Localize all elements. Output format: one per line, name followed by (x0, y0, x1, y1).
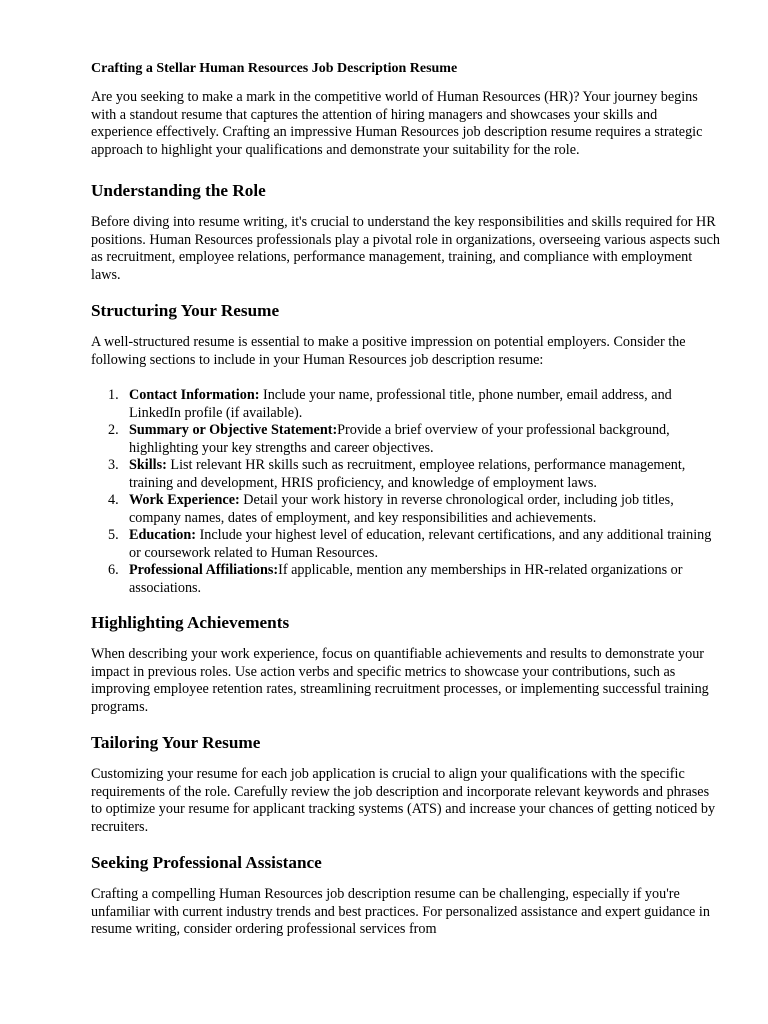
list-item (91, 492, 721, 527)
list-item-term: Education: (129, 527, 197, 543)
list-item-text: List relevant HR skills such as recruitment, employee relations, performance management, training and development, HRIS proficiency, and knowledge of employment laws. (129, 457, 686, 491)
list-item-number: 1. (108, 387, 119, 403)
list-item-text: If applicable, mention any memberships in HR-related organizations or associations. (129, 562, 683, 596)
resume-sections-list (91, 387, 721, 597)
list-item-number: 3. (108, 457, 119, 473)
section-body-tailoring-resume: Customizing your resume for each job application is crucial to align your qualifications with the specific requirements of the role. Carefully review the job description and incorporate relevant keywords and phrases to optimize your resume for applicant tracking systems (ATS) and increase your chances of getting noticed by recruiters. (91, 766, 716, 835)
list-item-text: Provide a brief overview of your professional background, highlighting your key strengths and career objectives. (129, 422, 670, 456)
list-item-term: Work Experience: (129, 492, 240, 508)
section-body-structuring-resume: A well-structured resume is essential to make a positive impression on potential employers. Consider the following sections to include in your Human Resources job description resume: (91, 334, 686, 368)
list-item-number: 6. (108, 562, 119, 578)
list-item-text: Include your name, professional title, phone number, email address, and LinkedIn profile (if available). (129, 387, 672, 421)
list-item (91, 527, 721, 562)
section-heading-understanding-role: Understanding the Role (91, 181, 266, 200)
section-heading-seeking-assistance: Seeking Professional Assistance (91, 853, 322, 872)
list-item-term: Skills: (129, 457, 167, 473)
intro-paragraph: Are you seeking to make a mark in the competitive world of Human Resources (HR)? Your journey begins with a standout resume that captures the attention of hiring managers and showcases your skills and experience effectively. Crafting an impressive Human Resources job description resume requires a strategic approach to highlight your qualifications and demonstrate your suitability for the role. (91, 89, 703, 158)
list-item (91, 422, 721, 457)
list-item-text: Detail your work history in reverse chronological order, including job titles, company names, dates of employment, and key responsibilities and achievements. (129, 492, 674, 526)
list-item-term: Professional Affiliations: (129, 562, 279, 578)
list-item (91, 457, 721, 492)
list-item-number: 2. (108, 422, 119, 438)
section-body-seeking-assistance: Crafting a compelling Human Resources job description resume can be challenging, especially if you're unfamiliar with current industry trends and best practices. For personalized assistance and expert guidance in resume writing, consider ordering professional services from (91, 886, 710, 937)
section-body-highlighting-achievements: When describing your work experience, focus on quantifiable achievements and results to demonstrate your impact in previous roles. Use action verbs and specific metrics to showcase your contributions, such as improving employee retention rates, streamlining recruitment processes, or implementing successful training programs. (91, 646, 709, 715)
list-item-term: Contact Information: (129, 387, 260, 403)
list-item-number: 4. (108, 492, 119, 508)
document-title: Crafting a Stellar Human Resources Job Description Resume (91, 61, 458, 76)
list-item-number: 5. (108, 527, 119, 543)
section-heading-structuring-resume: Structuring Your Resume (91, 301, 280, 320)
section-heading-tailoring-resume: Tailoring Your Resume (91, 733, 261, 752)
list-item (91, 387, 721, 422)
document-page (91, 60, 721, 939)
section-heading-highlighting-achievements: Highlighting Achievements (91, 613, 290, 632)
list-item-term: Summary or Objective Statement: (129, 422, 338, 438)
list-item-text: Include your highest level of education, relevant certifications, and any additional training or coursework related to Human Resources. (129, 527, 712, 561)
section-body-understanding-role: Before diving into resume writing, it's crucial to understand the key responsibilities and skills required for HR positions. Human Resources professionals play a pivotal role in organizations, overseeing various aspects such as recruitment, employee relations, performance management, training, and compliance with employment laws. (91, 214, 720, 283)
list-item (91, 562, 721, 597)
